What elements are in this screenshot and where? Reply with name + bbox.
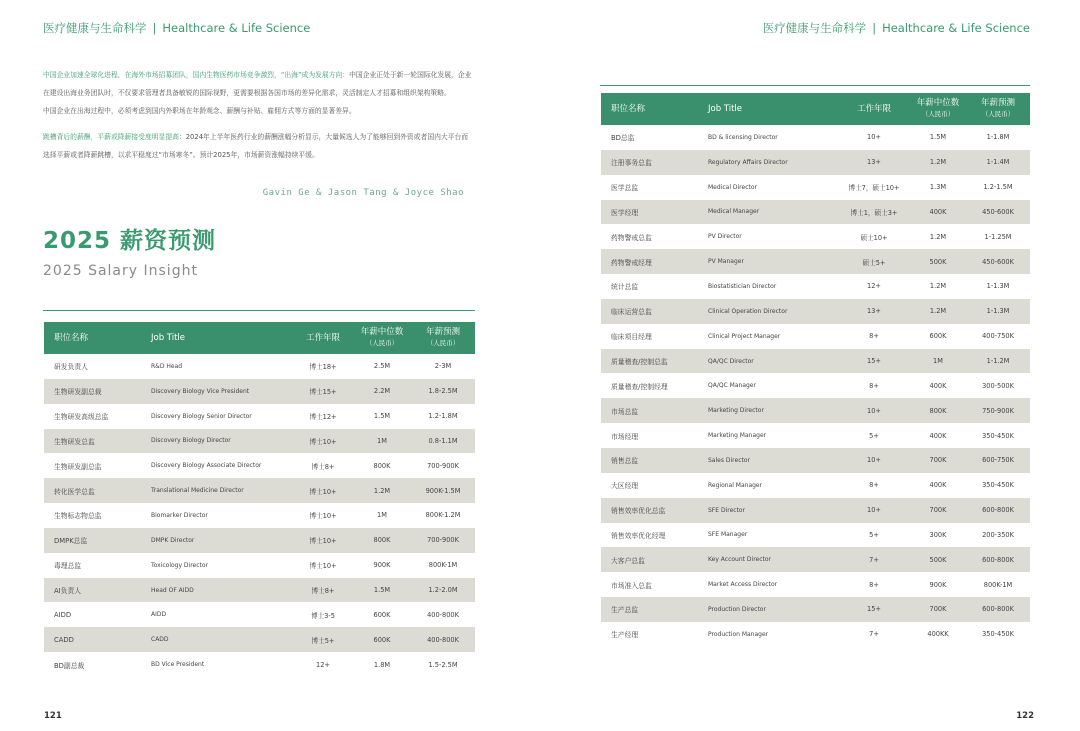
- table-row: [601, 448, 1030, 473]
- cell-median: 800K: [910, 398, 966, 423]
- cell-job-title: Discovery Biology Director: [141, 429, 293, 454]
- cell-forecast: 200-350K: [982, 530, 1014, 539]
- cell-forecast: 1-1.25M: [984, 232, 1012, 241]
- cell-job-title: AIDD: [151, 611, 167, 619]
- cell-forecast: 0.8-1.1M: [411, 429, 475, 454]
- cell-median: 1.3M: [929, 183, 947, 192]
- cell-position-cn: 生物研发高级总监: [54, 413, 109, 422]
- table-row: [44, 602, 475, 627]
- intro-highlight-1: 中国企业加速全球化进程，在海外市场招募团队，国内生物医药市场竞争激烈，“出海”成为发展方向：: [43, 71, 350, 79]
- cell-forecast: 700-900K: [411, 528, 475, 553]
- cell-median: 800K: [353, 528, 411, 553]
- col-header-job-title: Job Title: [141, 322, 293, 354]
- cell-forecast: 600-800K: [966, 547, 1030, 572]
- col-header-position: 职位名称: [44, 322, 141, 354]
- col-header-median-label: 年薪中位数: [916, 98, 960, 108]
- cell-position-cn: 市场总监: [601, 398, 698, 423]
- cell-position-cn: 销售效率优化经理: [611, 531, 666, 540]
- cell-forecast: 750-900K: [966, 398, 1030, 423]
- cell-median: 2.5M: [373, 362, 391, 371]
- cell-forecast: 1-1.3M: [986, 282, 1010, 291]
- cell-job-title: BD & licensing Director: [708, 133, 778, 141]
- cell-forecast: 1-1.4M: [966, 150, 1030, 175]
- cell-years: 8+: [869, 332, 879, 341]
- cell-forecast: 600-750K: [966, 448, 1030, 473]
- page-title: 2025 薪资预测: [43, 228, 217, 254]
- table-row: [44, 404, 475, 429]
- cell-position-cn: 生物标志物总监: [54, 512, 102, 521]
- cell-median: 600K: [373, 610, 391, 619]
- cell-years: 10+: [838, 498, 910, 523]
- cell-years: 15+: [838, 349, 910, 374]
- page-subtitle: 2025 Salary Insight: [43, 263, 198, 279]
- cell-median: 700K: [910, 498, 966, 523]
- cell-years: 13+: [838, 299, 910, 324]
- cell-forecast: 800K-1.2M: [425, 511, 461, 520]
- cell-years: 12+: [316, 660, 330, 669]
- cell-forecast: 1-1.2M: [966, 349, 1030, 374]
- intro-body-1: 中国企业正处于新一轮国际化发展，企业在建设出海业务团队时，不仅要求管理者具备敏锐的国际视野，更需要根据各国市场的差异化需求，灵活制定人才招募和组织架构策略。: [43, 71, 472, 97]
- page-header: [43, 20, 310, 36]
- intro-highlight-3: 跳槽背后的薪酬，平薪或降薪接受度明显提高：: [43, 133, 186, 141]
- cell-median: 500K: [910, 249, 966, 274]
- cell-median: 900K: [929, 580, 947, 589]
- table-row: [44, 429, 475, 454]
- cell-median: 400K: [929, 381, 947, 390]
- table-row: [601, 274, 1030, 299]
- cell-years: 12+: [867, 282, 881, 291]
- table-row: [44, 578, 475, 603]
- cell-years: 5+: [869, 530, 879, 539]
- cell-position-cn: 大客户总监: [601, 547, 698, 572]
- cell-position-cn: 临床项目经理: [611, 333, 652, 342]
- cell-median: 1.8M: [373, 660, 391, 669]
- cell-job-title: Toxicology Director: [151, 561, 209, 569]
- cell-job-title: Translational Medicine Director: [141, 478, 293, 503]
- header-en: Healthcare & Life Science: [162, 21, 311, 35]
- cell-position-cn: 市场准入总监: [611, 581, 652, 590]
- cell-forecast: 1-1.8M: [986, 133, 1010, 142]
- cell-forecast: 350-450K: [982, 431, 1014, 440]
- cell-median: 400K: [910, 200, 966, 225]
- cell-job-title: BD Vice President: [151, 661, 205, 669]
- table-row: [601, 547, 1030, 572]
- cell-forecast: 300-500K: [982, 381, 1014, 390]
- cell-forecast: 1.2-1.8M: [428, 412, 458, 421]
- cell-forecast: 400-800K: [411, 627, 475, 652]
- cell-position-cn: 质量稽查/控制总监: [601, 349, 698, 374]
- col-header-forecast: [411, 322, 475, 354]
- cell-forecast: 450-600K: [966, 249, 1030, 274]
- cell-median: 700K: [910, 597, 966, 622]
- table-row: [601, 572, 1030, 597]
- cell-job-title: Discovery Biology Vice President: [141, 379, 293, 404]
- cell-position-cn: 质量稽查/控制经理: [611, 382, 668, 391]
- cell-years: 博士10+: [309, 562, 337, 571]
- right-page: [540, 0, 1080, 731]
- intro-paragraph-1: [43, 66, 473, 102]
- authors: Gavin Ge & Jason Tang & Joyce Shao: [262, 188, 464, 198]
- cell-median: 1.5M: [353, 578, 411, 603]
- cell-job-title: Discovery Biology Associate Director: [151, 462, 262, 470]
- col-header-years: 工作年限: [838, 93, 910, 125]
- cell-position-cn: 转化医学总监: [44, 478, 141, 503]
- cell-job-title: SFE Manager: [708, 531, 748, 539]
- cell-years: 博士8+: [293, 578, 353, 603]
- intro-body-3: 2024年上半年医药行业的薪酬涨幅分析显示，大量候选人为了能够回到外资或者国内大平台而选择平薪或者降薪跳槽，以求平稳度过“市场寒冬”。预计2025年，市场薪资涨幅持续平缓。: [43, 133, 469, 159]
- table-row: [44, 503, 475, 528]
- cell-years: 10+: [867, 133, 881, 142]
- table-row: [601, 398, 1030, 423]
- cell-years: 博士10+: [293, 478, 353, 503]
- cell-job-title: QA/QC Manager: [708, 382, 756, 390]
- cell-years: 10+: [838, 448, 910, 473]
- cell-years: 13+: [838, 150, 910, 175]
- cell-position-cn: BD副总裁: [54, 661, 85, 670]
- cell-job-title: Marketing Director: [698, 398, 838, 423]
- cell-job-title: PV Director: [708, 233, 742, 241]
- col-header-median: [910, 93, 966, 125]
- cell-years: 博士10+: [293, 528, 353, 553]
- intro-text: [43, 66, 473, 164]
- cell-job-title: SFE Director: [698, 498, 838, 523]
- cell-position-cn: 临床运营总监: [601, 299, 698, 324]
- cell-forecast: 400-750K: [982, 332, 1014, 341]
- table-row: [601, 349, 1030, 374]
- table-row: [601, 150, 1030, 175]
- cell-position-cn: 生物研发副总裁: [44, 379, 141, 404]
- table-row: [601, 523, 1030, 548]
- table-row: [601, 299, 1030, 324]
- table-header-row: [601, 93, 1030, 125]
- table-row: [44, 553, 475, 578]
- cell-median: 500K: [910, 547, 966, 572]
- cell-years: 硕士10+: [860, 233, 888, 242]
- cell-years: 博士12+: [309, 413, 337, 422]
- intro-paragraph-2: 中国企业在出海过程中，必须考虑到国内外职场在年龄观念、薪酬与补贴、雇佣方式等方面的显著差异。: [43, 107, 356, 115]
- table-row: [601, 324, 1030, 349]
- col-header-forecast-label: 年薪预测: [425, 327, 460, 337]
- page-number-left: 121: [44, 711, 62, 721]
- cell-job-title: Sales Director: [698, 448, 838, 473]
- intro-paragraph-3: [43, 128, 473, 164]
- cell-median: 1.2M: [929, 232, 947, 241]
- cell-forecast: 400-800K: [427, 610, 459, 619]
- cell-job-title: Medical Director: [708, 183, 757, 191]
- cell-position-cn: 生产总监: [601, 597, 698, 622]
- table-row: [601, 473, 1030, 498]
- cell-years: 博士3-5: [311, 611, 335, 620]
- cell-job-title: PV Manager: [698, 249, 838, 274]
- cell-job-title: Biostatistician Director: [708, 282, 777, 290]
- page-number-right: 122: [1016, 711, 1034, 721]
- cell-forecast: 600-800K: [966, 597, 1030, 622]
- cell-median: 600K: [353, 627, 411, 652]
- cell-years: 8+: [869, 580, 879, 589]
- cell-years: 7+: [869, 630, 879, 639]
- cell-years: 15+: [838, 597, 910, 622]
- header-cn: 医疗健康与生命科学: [43, 21, 147, 35]
- cell-position-cn: 市场经理: [611, 432, 639, 441]
- cell-position-cn: 销售效率优化总监: [601, 498, 698, 523]
- cell-position-cn: AIDD: [54, 610, 72, 619]
- table-row: [44, 627, 475, 652]
- cell-median: 400KK: [927, 630, 949, 639]
- cell-job-title: Head OF AIDD: [141, 578, 293, 603]
- cell-job-title: Production Director: [698, 597, 838, 622]
- table-row: [601, 224, 1030, 249]
- header-cn: 医疗健康与生命科学: [762, 21, 867, 35]
- cell-median: 400K: [929, 481, 947, 490]
- cell-years: 博士7，硕士10+: [848, 184, 900, 193]
- table-row: [601, 249, 1030, 274]
- table-row: [601, 622, 1030, 647]
- cell-job-title: Marketing Manager: [708, 432, 767, 440]
- col-header-years: 工作年限: [293, 322, 353, 354]
- cell-median: 1.2M: [353, 478, 411, 503]
- table-row: [44, 453, 475, 478]
- cell-job-title: R&D Head: [151, 362, 183, 370]
- cell-position-cn: 注册事务总监: [601, 150, 698, 175]
- cell-position-cn: 毒理总监: [54, 562, 82, 571]
- cell-median: 300K: [929, 530, 947, 539]
- divider: [43, 310, 475, 311]
- cell-job-title: Discovery Biology Senior Director: [151, 412, 252, 420]
- cell-job-title: Production Manager: [708, 630, 769, 638]
- cell-job-title: Medical Manager: [698, 200, 838, 225]
- cell-position-cn: 药物警戒总监: [611, 233, 652, 242]
- col-header-median-label: 年薪中位数: [360, 327, 404, 337]
- cell-forecast: 2-3M: [434, 362, 452, 371]
- cell-years: 5+: [869, 431, 879, 440]
- col-header-position: 职位名称: [601, 93, 698, 125]
- cell-forecast: 350-450K: [982, 481, 1014, 490]
- cell-job-title: Clinical Operation Director: [698, 299, 838, 324]
- table-row: [601, 175, 1030, 200]
- cell-position-cn: 医学总监: [611, 184, 639, 193]
- table-row: [601, 597, 1030, 622]
- cell-job-title: Market Access Director: [708, 581, 778, 589]
- cell-forecast: 800K-1M: [983, 580, 1013, 589]
- cell-position-cn: AI负责人: [44, 578, 141, 603]
- table-row: [44, 652, 475, 677]
- table-header-row: [44, 322, 475, 354]
- cell-forecast: 1.8-2.5M: [411, 379, 475, 404]
- cell-forecast: 600-800K: [966, 498, 1030, 523]
- header-separator: |: [152, 21, 157, 35]
- cell-position-cn: 统计总监: [611, 283, 639, 292]
- cell-median: 1.2M: [910, 299, 966, 324]
- cell-forecast: 1.2-2.0M: [411, 578, 475, 603]
- cell-median: 1.2M: [929, 282, 947, 291]
- page-header: [763, 20, 1030, 36]
- cell-job-title: Biomarker Director: [151, 511, 208, 519]
- table-row: [601, 200, 1030, 225]
- cell-years: 博士18+: [309, 363, 337, 372]
- cell-median: 2.2M: [353, 379, 411, 404]
- cell-median: 1M: [910, 349, 966, 374]
- cell-forecast: 1.2-1.5M: [983, 183, 1013, 192]
- cell-median: 1M: [353, 429, 411, 454]
- col-header-job-title: Job Title: [698, 93, 838, 125]
- cell-position-cn: 医学经理: [601, 200, 698, 225]
- cell-median: 1.5M: [929, 133, 947, 142]
- cell-position-cn: BD总监: [611, 134, 635, 143]
- cell-years: 8+: [869, 381, 879, 390]
- cell-years: 博士8+: [311, 462, 335, 471]
- cell-forecast: 1.5-2.5M: [428, 660, 458, 669]
- table-row: [601, 423, 1030, 448]
- table-row: [44, 478, 475, 503]
- cell-position-cn: 销售总监: [601, 448, 698, 473]
- table-row: [44, 528, 475, 553]
- cell-forecast: 350-450K: [982, 630, 1014, 639]
- col-header-forecast-unit: （人民币）: [426, 339, 460, 347]
- cell-years: 博士1，硕士3+: [838, 200, 910, 225]
- col-header-forecast-label: 年薪预测: [980, 98, 1015, 108]
- cell-years: 8+: [869, 481, 879, 490]
- cell-position-cn: 生产经理: [611, 631, 639, 640]
- cell-forecast: 1-1.3M: [966, 299, 1030, 324]
- cell-median: 800K: [373, 461, 391, 470]
- header-separator: |: [872, 21, 877, 35]
- cell-years: 7+: [838, 547, 910, 572]
- col-header-median: [353, 322, 411, 354]
- cell-median: 600K: [929, 332, 947, 341]
- cell-forecast: 700-900K: [427, 461, 459, 470]
- salary-table-right: [601, 93, 1030, 647]
- table-row: [601, 498, 1030, 523]
- cell-forecast: 450-600K: [966, 200, 1030, 225]
- cell-forecast: 900K-1.5M: [411, 478, 475, 503]
- col-header-median-unit: （人民币）: [921, 110, 955, 118]
- cell-forecast: 800K-1M: [428, 561, 458, 570]
- cell-job-title: CADD: [141, 627, 293, 652]
- cell-job-title: Clinical Project Manager: [708, 332, 781, 340]
- cell-position-cn: 生物研发总监: [44, 429, 141, 454]
- table-row: [601, 373, 1030, 398]
- cell-years: 博士15+: [293, 379, 353, 404]
- cell-median: 400K: [929, 431, 947, 440]
- cell-position-cn: 生物研发副总监: [54, 462, 102, 471]
- cell-median: 900K: [373, 561, 391, 570]
- col-header-forecast-unit: （人民币）: [981, 110, 1015, 118]
- col-header-forecast: [966, 93, 1030, 125]
- table-row: [44, 354, 475, 379]
- cell-job-title: Regional Manager: [708, 481, 763, 489]
- cell-position-cn: 药物警戒经理: [601, 249, 698, 274]
- header-en: Healthcare & Life Science: [882, 21, 1030, 35]
- cell-position-cn: CADD: [44, 627, 141, 652]
- table-row: [601, 125, 1030, 150]
- cell-years: 博士10+: [293, 429, 353, 454]
- table-row: [44, 379, 475, 404]
- salary-table-left: [44, 322, 475, 677]
- cell-position-cn: DMPK总监: [44, 528, 141, 553]
- col-header-median-unit: （人民币）: [365, 339, 399, 347]
- cell-median: 1M: [377, 511, 387, 520]
- cell-median: 700K: [910, 448, 966, 473]
- cell-job-title: Key Account Director: [698, 547, 838, 572]
- cell-job-title: DMPK Director: [141, 528, 293, 553]
- cell-median: 1.2M: [910, 150, 966, 175]
- cell-position-cn: 研发负责人: [54, 363, 88, 372]
- divider: [600, 85, 1030, 86]
- cell-years: 硕士5+: [838, 249, 910, 274]
- cell-median: 1.5M: [373, 412, 391, 421]
- cell-years: 博士10+: [309, 512, 337, 521]
- cell-job-title: Regulatory Affairs Director: [698, 150, 838, 175]
- cell-years: 博士5+: [293, 627, 353, 652]
- cell-job-title: QA/QC Director: [698, 349, 838, 374]
- cell-years: 10+: [838, 398, 910, 423]
- cell-position-cn: 大区经理: [611, 482, 639, 491]
